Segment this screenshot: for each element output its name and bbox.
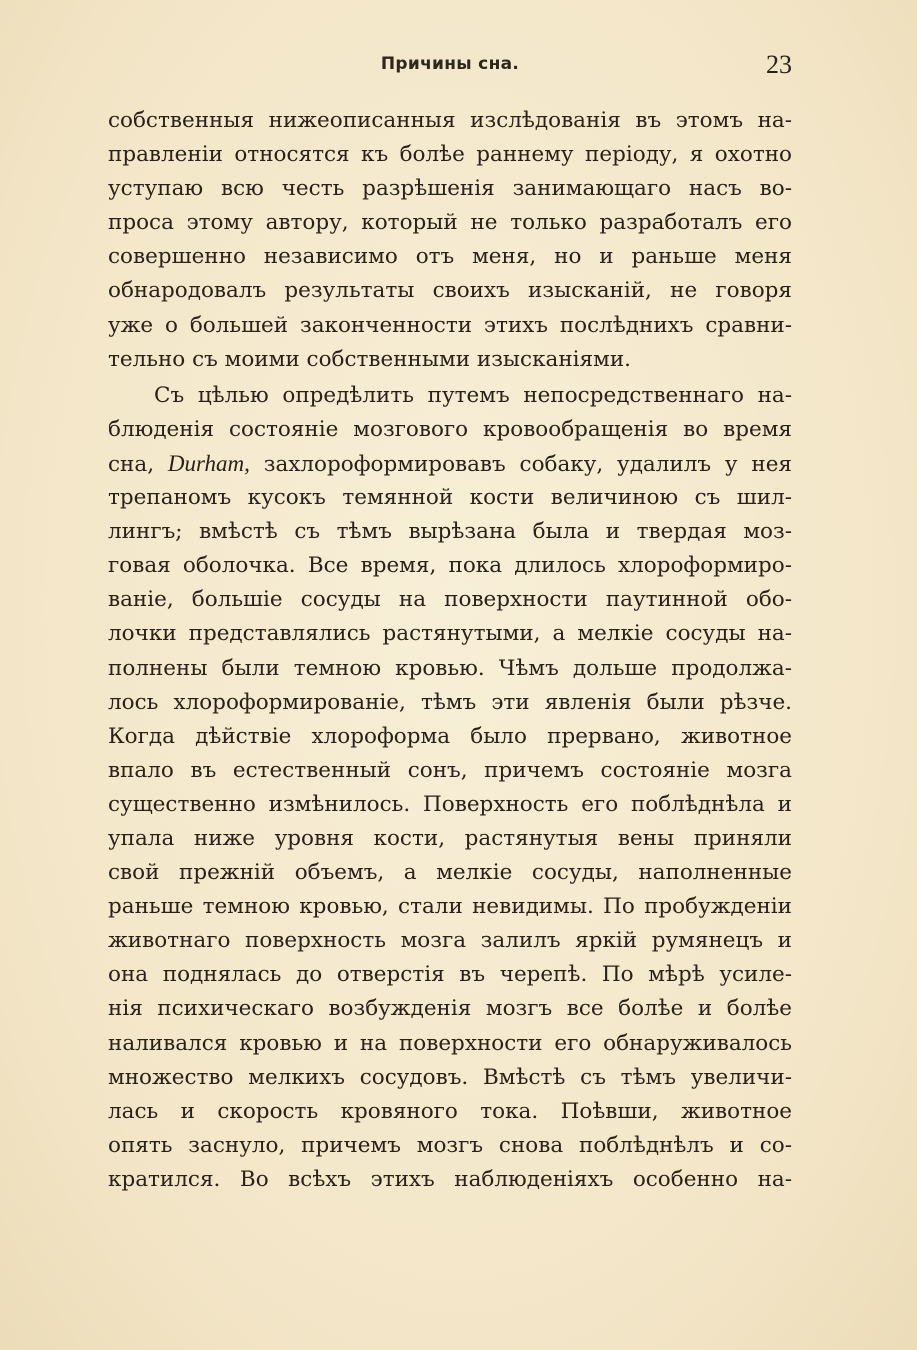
author-name-durham: Durham,	[167, 450, 250, 476]
text-line: она поднялась до отверстія въ черепѣ. По мѣрѣ усиле-	[108, 962, 792, 988]
text-line: собственныя нижеописанныя изслѣдованія въ этомъ на-	[108, 108, 792, 133]
text-line: уже о большей законченности этихъ послѣднихъ сравни-	[108, 312, 792, 338]
text-line: блюденія состояніе мозгового кровообращенія во время	[108, 416, 792, 442]
text-line: лочки представлялись растянутыми, а мелкіе сосуды на-	[108, 621, 792, 647]
running-title: Причины сна.	[380, 54, 520, 74]
paragraph-2	[108, 379, 792, 1197]
text-line: впало въ естественный сонъ, причемъ состояніе мозга	[108, 757, 792, 783]
text-line-with-name	[108, 447, 792, 481]
text-line: раньше темною кровью, стали невидимы. По пробужденіи	[108, 894, 792, 920]
text-line: животнаго поверхность мозга залилъ яркій румянецъ и	[108, 928, 792, 954]
text-line: говая оболочка. Все время, пока длилось хлороформиро-	[108, 553, 792, 579]
text-line: ваніе, большіе сосуды на поверхности паутинной обо-	[108, 587, 792, 613]
text-line: лась и скорость кровяного тока. Поѣвши, животное	[108, 1098, 792, 1124]
text-line: правленіи относятся къ болѣе раннему періоду, я охотно	[108, 142, 792, 168]
text-line: кратился. Во всѣхъ этихъ наблюденіяхъ особенно на-	[108, 1166, 792, 1192]
text-line: совершенно независимо отъ меня, но и раньше меня	[108, 244, 792, 270]
text-line: множество мелкихъ сосудовъ. Вмѣстѣ съ тѣмъ увеличи-	[108, 1064, 792, 1090]
text-line: Съ цѣлью опредѣлить путемъ непосредственнаго на-	[154, 382, 792, 408]
text-line: обнародовалъ результаты своихъ изысканій, не говоря	[108, 278, 792, 304]
text-line: свой прежній объемъ, а мелкіе сосуды, наполненные	[108, 860, 792, 886]
page-number: 23	[766, 50, 792, 79]
page-header	[108, 50, 792, 84]
text-line: лось хлороформированіе, тѣмъ эти явленія были рѣзче.	[108, 689, 792, 715]
text-line: полнены были темною кровью. Чѣмъ дольше продолжа-	[108, 655, 792, 681]
text-line: упала ниже уровня кости, растянутыя вены приняли	[108, 825, 792, 851]
text-line: уступаю всю честь разрѣшенія занимающаго насъ во-	[108, 176, 792, 202]
text-fragment: захлороформировавъ собаку, удалилъ у нея	[263, 451, 792, 477]
text-line: опять заснуло, причемъ мозгъ снова поблѣднѣлъ и со-	[108, 1132, 792, 1158]
text-line: нія психическаго возбужденія мозгъ все болѣе и болѣе	[108, 996, 792, 1022]
text-line: трепаномъ кусокъ темянной кости величиною съ шил-	[108, 485, 792, 511]
text-line: существенно измѣнилось. Поверхность его поблѣднѣла и	[108, 791, 792, 817]
text-line: лингъ; вмѣстѣ съ тѣмъ вырѣзана была и твердая моз-	[108, 519, 792, 545]
text-fragment: сна,	[108, 451, 155, 477]
text-line: тельно съ моими собственными изысканіями.	[108, 346, 632, 372]
text-line: Когда дѣйствіе хлороформа было прервано, животное	[108, 723, 792, 749]
text-line: наливался кровью и на поверхности его обнаруживалось	[108, 1030, 792, 1056]
text-line: проса этому автору, который не только разработалъ его	[108, 210, 792, 236]
paragraph-1	[108, 104, 792, 377]
body-text	[108, 104, 792, 1197]
